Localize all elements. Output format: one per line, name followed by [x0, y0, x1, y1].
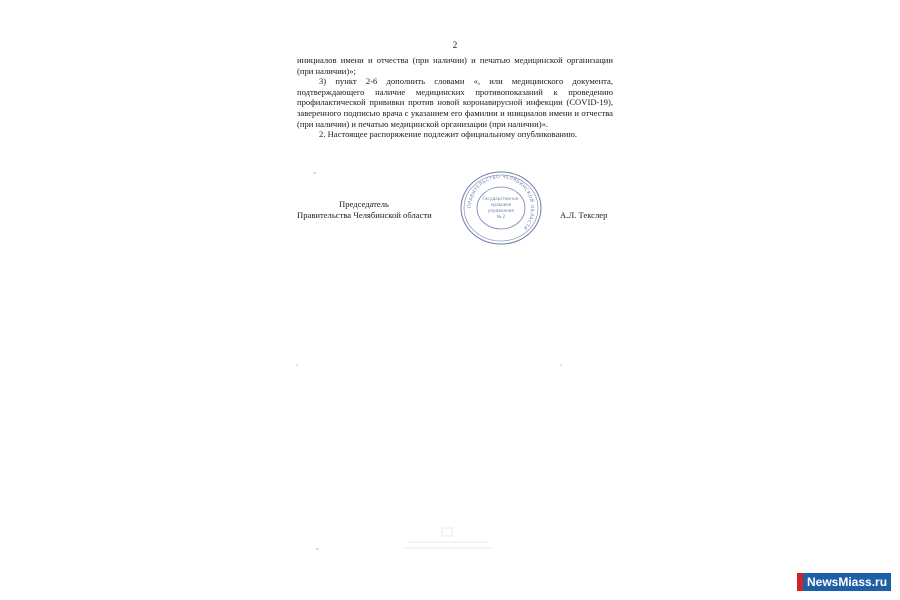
svg-text:№ 2: № 2	[496, 214, 506, 219]
paragraph-continuation: инициалов имени и отчества (при наличии) и печатью медицинской организации (при наличии)»;	[297, 55, 613, 76]
svg-text:ПРАВИТЕЛЬСТВО ЧЕЛЯБИНСКОЙ ОБЛА: ПРАВИТЕЛЬСТВО ЧЕЛЯБИНСКОЙ ОБЛАСТИ	[467, 174, 535, 231]
scan-speck	[560, 364, 562, 366]
svg-text:Государственно-: Государственно-	[482, 196, 520, 201]
faint-footer-stamp	[398, 526, 498, 556]
signatory-name: А.Л. Текслер	[560, 210, 608, 220]
signatory-title-line2: Правительства Челябинской области	[297, 210, 432, 220]
signatory-title	[297, 199, 457, 221]
svg-text:правовое: правовое	[490, 202, 512, 207]
watermark-brand-text: NewsMiass.ru	[807, 575, 888, 589]
scan-speck	[313, 172, 316, 174]
svg-text:управление: управление	[487, 208, 515, 213]
signatory-title-line1: Председатель	[339, 199, 389, 209]
paragraph-publication: 2. Настоящее распоряжение подлежит официальному опубликованию.	[319, 129, 578, 140]
scan-speck	[316, 548, 319, 550]
official-seal-stamp	[458, 170, 544, 246]
page-number: 2	[452, 40, 458, 50]
paragraph-item-3: 3) пункт 2-6 дополнить словами «, или медицинского документа, подтверждающего наличие медицинских противопоказаний к проведению профилактической прививки против новой коронавирусной инфекции (COVID-19), заверенного подписью врача с указанием его фамилии и инициалов имени и отчества (при наличии) и печатью медицинской организации (при наличии)».	[297, 76, 613, 129]
newsmiass-watermark-badge	[797, 573, 891, 591]
document-body	[297, 55, 613, 140]
scan-speck	[296, 364, 298, 366]
